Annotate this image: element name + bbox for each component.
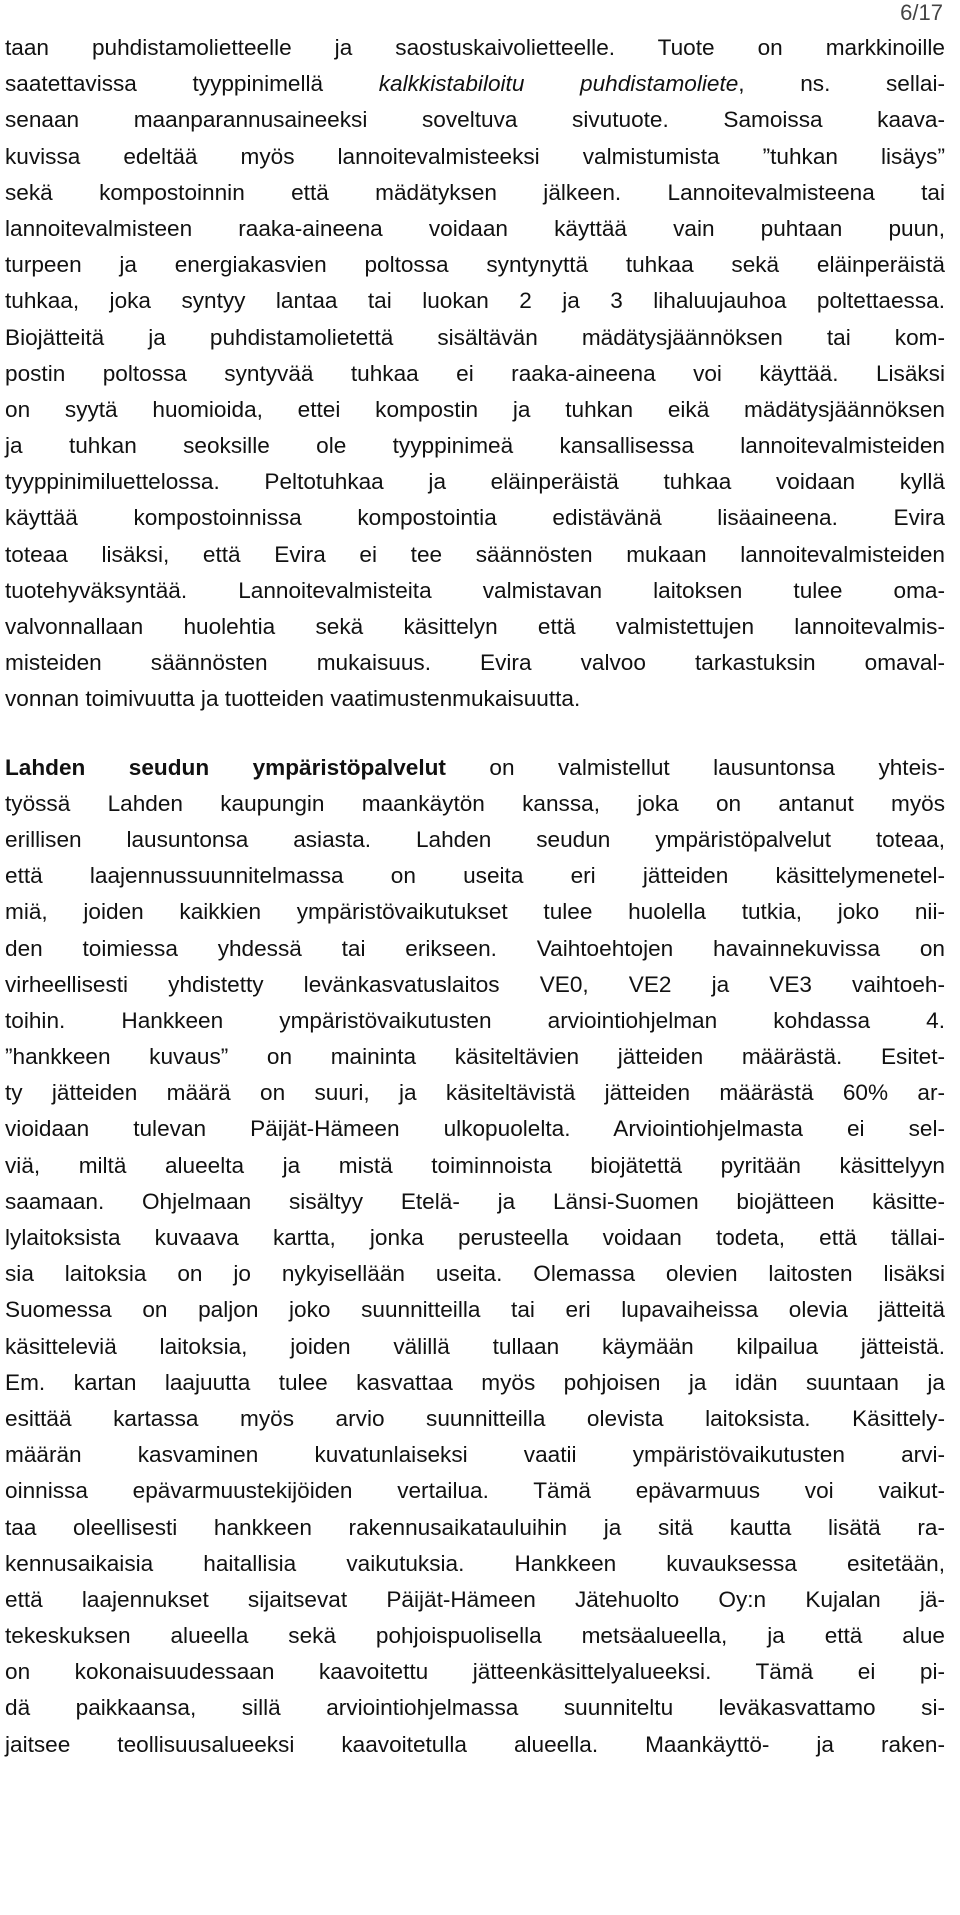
text-line: on syytä huomioida, ettei kompostin ja tuhkan eikä mädätysjäännöksen: [5, 396, 945, 422]
text-line: [5, 66, 945, 102]
text-line: miä, joiden kaikkien ympäristövaikutukset tulee huolella tutkia, joko nii-: [5, 899, 945, 925]
text-line: toteaa lisäksi, että Evira ei tee säännösten mukaan lannoitevalmisteiden: [5, 541, 945, 567]
text-line: tekeskuksen alueella sekä pohjoispuolisella metsäalueella, ja että alue: [5, 1623, 945, 1649]
text-line: misteiden säännösten mukaisuus. Evira valvoo tarkastuksin omaval-: [5, 650, 945, 676]
text-line: kennusaikaisia haitallisia vaikutuksia. Hankkeen kuvauksessa esitetään,: [5, 1550, 945, 1576]
text-line: virheellisesti yhdistetty levänkasvatuslaitos VE0, VE2 ja VE3 vaihtoeh-: [5, 971, 945, 997]
text-line: taa oleellisesti hankkeen rakennusaikatauluihin ja sitä kautta lisätä ra-: [5, 1514, 945, 1540]
text-line: on kokonaisuudessaan kaavoitettu jätteenkäsittelyalueeksi. Tämä ei pi-: [5, 1659, 945, 1685]
text-line: esittää kartassa myös arvio suunnitteilla olevista laitoksista. Käsittely-: [5, 1405, 945, 1431]
organization-name: Lahden seudun ympäristöpalvelut: [5, 754, 446, 780]
text-line: taan puhdistamolietteelle ja saostuskaivolietteelle. Tuote on markkinoille: [5, 35, 945, 60]
text-line: sekä kompostoinnin että mädätyksen jälkeen. Lannoitevalmisteena tai: [5, 179, 945, 205]
text-line: toihin. Hankkeen ympäristövaikutusten arviointiohjelman kohdassa 4.: [5, 1007, 945, 1033]
page-number: 6/17: [900, 0, 943, 25]
text-line: tuotehyväksyntää. Lannoitevalmisteita valmistavan laitoksen tulee oma-: [5, 577, 945, 603]
text-line: oinnissa epävarmuustekijöiden vertailua. Tämä epävarmuus voi vaikut-: [5, 1478, 945, 1504]
text-line: lannoitevalmisteen raaka-aineena voidaan käyttää vain puhtaan puun,: [5, 215, 945, 241]
paragraph-gap: [5, 718, 945, 750]
text-line: Em. kartan laajuutta tulee kasvattaa myös pohjoisen ja idän suuntaan ja: [5, 1369, 945, 1395]
text-line: Biojätteitä ja puhdistamolietettä sisältävän mädätysjäännöksen tai kom-: [5, 324, 945, 350]
text-line: [5, 750, 945, 786]
text-run: , ns. sellai-: [738, 71, 945, 97]
text-line: tyyppinimiluettelossa. Peltotuhkaa ja eläinperäistä tuhkaa voidaan kyllä: [5, 469, 945, 495]
text-line: erillisen lausuntonsa asiasta. Lahden seudun ympäristöpalvelut toteaa,: [5, 826, 945, 852]
text-line: työssä Lahden kaupungin maankäytön kanssa, joka on antanut myös: [5, 790, 945, 816]
text-line: että laajennussuunnitelmassa on useita eri jätteiden käsittelymenetel-: [5, 863, 945, 889]
text-line: postin poltossa syntyvää tuhkaa ei raaka-aineena voi käyttää. Lisäksi: [5, 360, 945, 386]
product-type-name: kalkkistabiloitu puhdistamoliete: [378, 71, 739, 97]
text-line: ja tuhkan seoksille ole tyyppinimeä kansallisessa lannoitevalmisteiden: [5, 433, 945, 459]
text-run: saatettavissa tyyppinimellä: [5, 71, 379, 97]
text-line: sia laitoksia on jo nykyisellään useita. Olemassa olevien laitosten lisäksi: [5, 1261, 945, 1287]
text-line: dä paikkaansa, sillä arviointiohjelmassa suunniteltu leväkasvattamo si-: [5, 1695, 945, 1721]
text-line: vonnan toimivuutta ja tuotteiden vaatimustenmukaisuutta.: [5, 686, 581, 712]
text-line: viä, miltä alueelta ja mistä toiminnoista biojätettä pyritään käsittelyyn: [5, 1152, 945, 1178]
document-body: [5, 30, 945, 1763]
text-line: Suomessa on paljon joko suunnitteilla tai eri lupavaiheissa olevia jätteitä: [5, 1297, 945, 1323]
text-line: vioidaan tulevan Päijät-Hämeen ulkopuolelta. Arviointiohjelmasta ei sel-: [5, 1116, 945, 1142]
text-line: käyttää kompostoinnissa kompostointia edistävänä lisäaineena. Evira: [5, 505, 945, 531]
text-line: ty jätteiden määrä on suuri, ja käsiteltävistä jätteiden määrästä 60% ar-: [5, 1080, 945, 1106]
text-line: ”hankkeen kuvaus” on maininta käsiteltävien jätteiden määrästä. Esitet-: [5, 1044, 945, 1070]
text-line: senaan maanparannusaineeksi soveltuva sivutuote. Samoissa kaava-: [5, 107, 945, 133]
text-line: kuvissa edeltää myös lannoitevalmisteeksi valmistumista ”tuhkan lisäys”: [5, 143, 945, 169]
text-line: turpeen ja energiakasvien poltossa syntynyttä tuhkaa sekä eläinperäistä: [5, 252, 945, 278]
text-line: saamaan. Ohjelmaan sisältyy Etelä- ja Länsi-Suomen biojätteen käsitte-: [5, 1188, 945, 1214]
paragraph-evira: [5, 30, 945, 718]
text-line: käsitteleviä laitoksia, joiden välillä tullaan käymään kilpailua jätteistä.: [5, 1333, 945, 1359]
text-line: tuhkaa, joka syntyy lantaa tai luokan 2 ja 3 lihaluujauhoa poltettaessa.: [5, 288, 945, 314]
text-line: jaitsee teollisuusalueeksi kaavoitetulla alueella. Maankäyttö- ja raken-: [5, 1731, 945, 1757]
paragraph-lahti-environmental-services: [5, 750, 945, 1763]
text-line: lylaitoksista kuvaava kartta, jonka perusteella voidaan todeta, että tällai-: [5, 1225, 945, 1250]
text-line: den toimiessa yhdessä tai erikseen. Vaihtoehtojen havainnekuvissa on: [5, 935, 945, 961]
text-line: että laajennukset sijaitsevat Päijät-Hämeen Jätehuolto Oy:n Kujalan jä-: [5, 1586, 945, 1612]
text-line: määrän kasvaminen kuvatunlaiseksi vaatii ympäristövaikutusten arvi-: [5, 1442, 945, 1468]
text-run: on valmistellut lausuntonsa yhteis-: [445, 754, 945, 780]
text-line: valvonnallaan huolehtia sekä käsittelyn että valmistettujen lannoitevalmis-: [5, 614, 945, 639]
